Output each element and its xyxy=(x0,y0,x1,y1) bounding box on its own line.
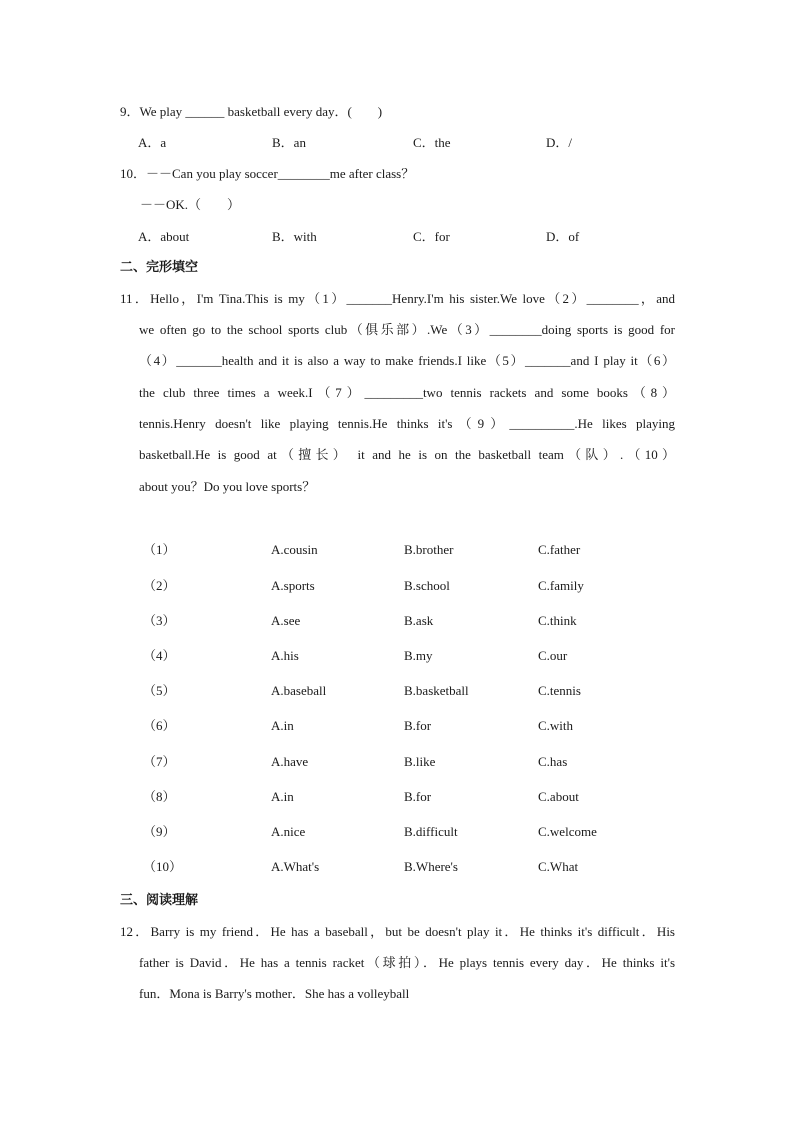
choice-option-c: C.has xyxy=(538,754,568,769)
choice-row-number: （9） xyxy=(143,824,176,839)
choice-option-a: A.in xyxy=(271,789,294,804)
q9-option-b: B．an xyxy=(272,135,306,150)
choice-option-c: C.father xyxy=(538,542,581,557)
choice-option-c: C.What xyxy=(538,859,579,874)
choice-option-a: A.What's xyxy=(271,859,320,874)
choice-option-b: B.for xyxy=(404,718,432,733)
choice-option-b: B.like xyxy=(404,754,436,769)
choice-option-b: B.difficult xyxy=(404,824,458,839)
choice-option-c: C.think xyxy=(538,613,577,628)
choice-row-number: （1） xyxy=(143,542,176,557)
q11-passage-line-4: the club three times a week.I（7）_________two tennis rackets and some books（8） xyxy=(139,385,675,400)
q9-option-d: D．/ xyxy=(546,135,573,150)
q9-stem: 9．We play ______ basketball every day．( ) xyxy=(120,104,383,119)
q11-passage-line-3: （4）_______health and it is also a way to make friends.I like（5）_______and I play it（6） xyxy=(139,353,675,368)
choice-option-a: A.cousin xyxy=(271,542,318,557)
choice-option-c: C.with xyxy=(538,718,574,733)
choice-option-b: B.my xyxy=(404,648,433,663)
choice-option-a: A.have xyxy=(271,754,309,769)
choice-option-c: C.family xyxy=(538,578,584,593)
section-heading-cloze: 二、完形填空 xyxy=(120,260,199,275)
choice-option-c: C.welcome xyxy=(538,824,597,839)
choice-option-a: A.see xyxy=(271,613,301,628)
q10-option-a: A．about xyxy=(138,229,190,244)
choice-row-number: （2） xyxy=(143,578,176,593)
choice-option-c: C.about xyxy=(538,789,579,804)
q11-passage-line-2: we often go to the school sports club（俱乐部）.We（3）________doing sports is good for xyxy=(139,322,675,337)
q10-reply: －－OK.（ ） xyxy=(140,197,241,212)
choice-option-a: A.sports xyxy=(271,578,315,593)
choice-row-number: （7） xyxy=(143,754,176,769)
choice-row-number: （10） xyxy=(143,859,183,874)
q11-passage-line-6: basketball.He is good at（擅长） it and he is on the basketball team（队）.（10） xyxy=(139,447,675,462)
choice-option-b: B.basketball xyxy=(404,683,469,698)
q10-option-b: B．with xyxy=(272,229,317,244)
choice-option-a: A.baseball xyxy=(271,683,327,698)
q12-passage-line-3: fun．Mona is Barry's mother．She has a volleyball xyxy=(139,986,410,1001)
q10-option-d: D．of xyxy=(546,229,580,244)
section-heading-reading: 三、阅读理解 xyxy=(120,893,199,908)
q10-option-c: C．for xyxy=(413,229,450,244)
choice-option-b: B.for xyxy=(404,789,432,804)
choice-row-number: （6） xyxy=(143,718,176,733)
choice-row-number: （8） xyxy=(143,789,176,804)
choice-option-c: C.tennis xyxy=(538,683,581,698)
choice-option-b: B.ask xyxy=(404,613,434,628)
choice-option-a: A.nice xyxy=(271,824,306,839)
q12-passage-line-2: father is David．He has a tennis racket（球拍）．He plays tennis every day．He thinks it's xyxy=(139,955,675,970)
choice-option-b: B.school xyxy=(404,578,450,593)
choice-row-number: （4） xyxy=(143,648,176,663)
q11-passage-line-7: about you？Do you love sports？ xyxy=(139,479,316,494)
q10-stem: 10．－－Can you play soccer________me after class？ xyxy=(120,166,415,181)
choice-option-b: B.brother xyxy=(404,542,454,557)
choice-option-b: B.Where's xyxy=(404,859,458,874)
choice-option-c: C.our xyxy=(538,648,568,663)
q12-passage-line-1: 12．Barry is my friend．He has a baseball，but be doesn't play it．He thinks it's difficult．His xyxy=(120,924,675,939)
q9-option-c: C．the xyxy=(413,135,451,150)
choice-row-number: （5） xyxy=(143,683,176,698)
choice-option-a: A.in xyxy=(271,718,294,733)
q11-passage-line-5: tennis.Henry doesn't like playing tennis.He thinks it's（9）__________.He likes playing xyxy=(139,416,675,431)
q9-option-a: A．a xyxy=(138,135,167,150)
choice-row-number: （3） xyxy=(143,613,176,628)
q11-passage-line-1: 11．Hello，I'm Tina.This is my（1）_______Henry.I'm his sister.We love（2）________，and xyxy=(120,291,675,306)
choice-option-a: A.his xyxy=(271,648,299,663)
